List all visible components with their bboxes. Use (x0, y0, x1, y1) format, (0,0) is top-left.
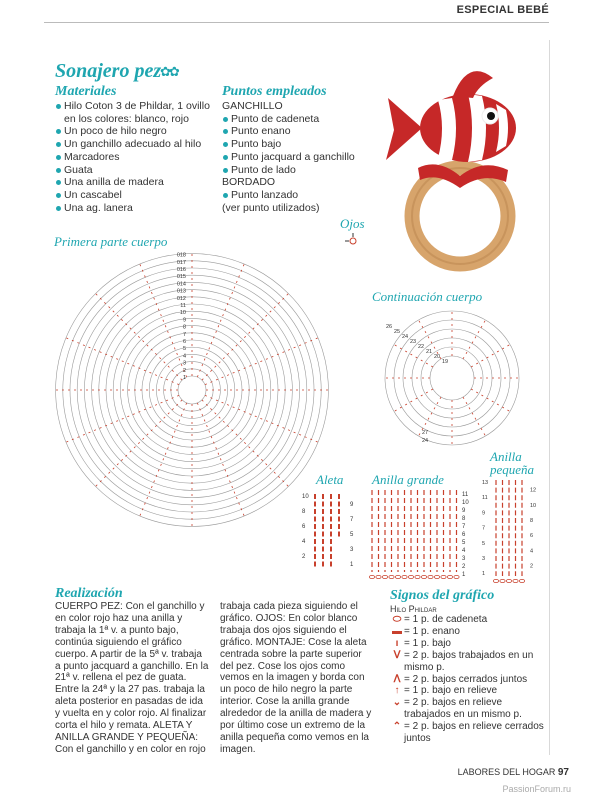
stitch-mark (330, 509, 332, 514)
round-ring (156, 354, 227, 425)
round-number: 10 (179, 310, 186, 317)
stitch-mark (338, 532, 340, 537)
row-number: 11 (482, 495, 488, 502)
row-number: 8 (462, 516, 466, 522)
round-number: 21 (426, 349, 433, 355)
row-number: 7 (350, 517, 354, 523)
stitch-mark (330, 554, 332, 559)
chain-mark (519, 579, 524, 582)
row-number: 2 (462, 564, 466, 570)
round-number: 11 (180, 303, 186, 309)
page-number: 97 (557, 767, 569, 778)
stitch-mark (314, 502, 316, 507)
spoke-line (202, 292, 290, 380)
stitch-mark (338, 494, 340, 499)
row-number: 9 (350, 502, 354, 508)
round-number: 3 (182, 360, 186, 367)
chain-mark (493, 579, 498, 582)
round-number: 23 (410, 339, 417, 345)
row-number: 5 (482, 540, 486, 547)
row-number: 1 (482, 571, 486, 578)
chain-mark (389, 575, 394, 578)
continuacion-label: Continuación cuerpo (372, 289, 483, 304)
row-number: 10 (530, 502, 537, 509)
legend-text: = 2 p. bajos en relieve cerrados juntos (404, 721, 544, 745)
row-number: 4 (302, 539, 306, 545)
stitch-mark (330, 494, 332, 499)
stitch-item: Punto enano (222, 125, 372, 138)
magazine-name: LABORES DEL HOGAR (457, 767, 556, 777)
material-item: Un cascabel (55, 189, 215, 202)
watermark: PassionForum.ru (502, 784, 571, 794)
round-number: 013 (176, 288, 186, 295)
chain-mark (506, 579, 511, 582)
row-number: 3 (350, 547, 354, 553)
stitch-mark (314, 562, 316, 567)
legend-symbol-icon: ↑ (394, 685, 400, 697)
stitch-mark (322, 554, 324, 559)
stitch-mark (322, 547, 324, 552)
round-number: 26 (386, 324, 393, 330)
round-number: 5 (182, 346, 186, 353)
stitch-mark (330, 502, 332, 507)
chain-mark (421, 575, 426, 578)
round-ring (142, 340, 242, 440)
signos-sub: Hilo Phildar (390, 604, 437, 614)
round-ring (63, 261, 321, 519)
round-number: 24 (422, 438, 429, 444)
chain-mark (441, 575, 446, 578)
stitch-mark (314, 494, 316, 499)
row-number: 5 (462, 540, 466, 546)
row-number: 6 (462, 532, 466, 538)
stitch-mark (322, 502, 324, 507)
round-number: 014 (176, 281, 186, 288)
legend-symbol-icon: ı (395, 637, 399, 649)
row-number: 3 (482, 556, 486, 562)
stitches-section (222, 84, 372, 214)
material-item: Un poco de hilo negro (55, 125, 215, 138)
stitches-heading: Puntos empleados (222, 84, 327, 99)
anilla-pequena-chart (482, 478, 544, 586)
stitch-mark (314, 509, 316, 514)
stitch-mark (314, 532, 316, 537)
realizacion-col2: trabaja cada pieza siguiendo el gráfico. OJOS: En color blanco trabaja dos ojos siguiendo el gráfico. MONTAJE: Cose la aleta centrada sobre la parte superior del pez. Cose los ojos como vemos en la imagen y borda con un poco de hilo negro la parte interior. Cose la anilla grande alrededor de la anilla de madera y por último cose un extremo de la anilla pequeña como vemos en la imagen. (220, 601, 372, 755)
stitch-mark (314, 517, 316, 522)
chain-mark (447, 575, 452, 578)
anilla-grande-label: Anilla grande (372, 472, 444, 487)
round-number: 6 (182, 339, 186, 345)
legend-row (390, 638, 545, 650)
chain-mark (369, 575, 374, 578)
primera-chart (50, 248, 335, 533)
chain-mark (434, 575, 439, 578)
row-number: 6 (302, 524, 306, 530)
legend-row (390, 614, 545, 626)
legend-row (390, 721, 545, 745)
chain-mark (454, 575, 459, 578)
spoke-line (202, 400, 290, 488)
fish-rattle-photo (368, 48, 538, 278)
stitch-mark (338, 524, 340, 529)
stitch-mark (314, 539, 316, 544)
legend-symbol-icon: ▬ (392, 625, 402, 637)
stitch-item: Punto de cadeneta (222, 113, 372, 126)
aleta-label: Aleta (316, 472, 344, 487)
round-ring (164, 362, 221, 419)
round-number: 016 (176, 267, 186, 273)
legend-text: = 2 p. bajos en relieve trabajados en un mismo p. (404, 697, 522, 721)
stitch-mark (322, 509, 324, 514)
round-number: 25 (394, 329, 401, 335)
signos-list (390, 614, 545, 745)
row-number: 2 (530, 563, 534, 570)
spoke-line (94, 292, 182, 380)
row-number: 4 (530, 548, 534, 555)
material-item: Guata (55, 164, 215, 177)
chain-mark (428, 575, 433, 578)
realizacion-col1: CUERPO PEZ: Con el ganchillo y en color rojo haz una anilla y trabaja la 1ª v. a punto bajo, continúa siguiendo el gráfico cuerpo. A partir de la 5ª v. trabaja a punto jacquard a ganchillo. En la 21ª v. rellena el pez de guata. Entre la 24ª y la 27 pas. trabaja la aleta posterior en pasadas de ida y vuelta en y color rojo. Al finalizar corta el hilo y remata. ALETA Y ANILLA GRANDE Y PEQUEÑA: Con el ganchillo y en color en rojo (55, 601, 209, 755)
chain-mark (408, 575, 413, 578)
legend-text: = 1 p. bajo (404, 637, 451, 649)
stitch-item: Punto lanzado (222, 189, 372, 202)
chain-mark (376, 575, 381, 578)
row-number: 1 (350, 562, 354, 568)
material-item: Una ag. lanera (55, 202, 215, 215)
row-number: 4 (462, 548, 466, 554)
round-ring (106, 304, 278, 476)
chain-mark (513, 579, 518, 582)
stitch-mark (330, 539, 332, 544)
stitch-mark (330, 517, 332, 522)
stitch-item: Punto de lado (222, 164, 372, 177)
row-number: 13 (482, 480, 489, 486)
row-number: 8 (530, 518, 534, 524)
chain-mark (415, 575, 420, 578)
round-number: 9 (182, 317, 186, 324)
legend-symbol-icon: ⌃ (392, 721, 402, 733)
row-number: 11 (462, 492, 469, 498)
row-number: 12 (530, 487, 537, 494)
stitch-mark (322, 494, 324, 499)
row-number: 3 (462, 556, 466, 562)
stitches-list (222, 100, 372, 214)
round-ring (70, 268, 314, 512)
legend-symbol-icon: ᐱ (393, 673, 401, 685)
round-ring (149, 347, 235, 433)
section-header: ESPECIAL BEBÉ (456, 4, 549, 16)
stitch-item: BORDADO (222, 176, 276, 189)
row-number: 8 (302, 509, 306, 515)
stitch-item: Punto bajo (222, 138, 372, 151)
stitch-mark (322, 517, 324, 522)
round-number: 017 (176, 259, 186, 266)
round-number: 24 (402, 334, 409, 340)
page-footer (458, 767, 569, 778)
page-title: Sonajero pez (55, 60, 162, 82)
legend-text: = 1 p. bajo en relieve (404, 685, 498, 697)
ojos-chart (343, 232, 363, 250)
material-item: Una anilla de madera (55, 176, 215, 189)
legend-row (390, 626, 545, 638)
round-number: 1 (182, 375, 186, 381)
aleta-chart (300, 488, 360, 572)
legend-text: = 1 p. de cadeneta (404, 614, 488, 625)
row-number: 10 (462, 500, 469, 506)
row-number: 5 (350, 532, 354, 538)
stitch-mark (330, 532, 332, 537)
round-number: 19 (442, 359, 449, 365)
row-number: 7 (482, 525, 486, 532)
materials-heading: Materiales (55, 84, 117, 99)
stitch-mark (338, 509, 340, 514)
continuacion-chart (372, 306, 522, 456)
flower-icon: ✿✿ (160, 64, 178, 79)
row-number: 9 (482, 510, 486, 517)
stitch-mark (330, 547, 332, 552)
chain-mark (395, 575, 400, 578)
row-number: 9 (462, 508, 466, 514)
row-number: 6 (530, 533, 534, 540)
chain-mark (402, 575, 407, 578)
round-number: 018 (176, 252, 186, 259)
stitch-mark (322, 524, 324, 529)
legend-row (390, 674, 545, 686)
stitch-item: Punto jacquard a ganchillo (222, 151, 372, 164)
round-number: 20 (434, 354, 441, 360)
chain-mark (382, 575, 387, 578)
stitch-mark (330, 562, 332, 567)
legend-row (390, 650, 545, 674)
primera-label: Primera parte cuerpo (54, 234, 168, 249)
legend-text: = 2 p. bajos cerrados juntos (404, 673, 528, 685)
stitch-mark (322, 532, 324, 537)
anilla-pequena-label: Anilla pequeña (490, 449, 535, 477)
legend-symbol-icon: ⌄ (392, 697, 402, 709)
material-item: Hilo Coton 3 de Phildar, 1 ovillo en los colores: blanco, rojo (55, 100, 215, 125)
round-number: 7 (182, 331, 186, 338)
materials-section (55, 84, 215, 214)
stitch-mark (314, 547, 316, 552)
round-ring (113, 311, 271, 469)
legend-symbol-icon: ᐯ (393, 649, 401, 661)
header-divider (44, 22, 549, 23)
material-item: Marcadores (55, 151, 215, 164)
legend-text: = 1 p. enano (404, 625, 460, 637)
round-number: 012 (176, 295, 186, 302)
stitch-mark (322, 562, 324, 567)
stitch-item: GANCHILLO (222, 100, 283, 112)
row-number: 7 (462, 524, 466, 530)
round-number: 8 (182, 324, 186, 331)
margin-rule (549, 40, 550, 755)
round-number: 4 (182, 353, 186, 360)
legend-symbol-icon: ⬭ (392, 614, 402, 625)
realizacion-heading: Realización (55, 586, 123, 601)
legend-row (390, 697, 545, 721)
legend-row (390, 685, 545, 697)
material-item: Un ganchillo adecuado al hilo (55, 138, 215, 151)
round-number: 22 (418, 344, 425, 350)
stitch-mark (338, 502, 340, 507)
chain-mark (500, 579, 505, 582)
row-number: 2 (302, 554, 306, 560)
row-number: 10 (302, 494, 309, 500)
materials-list (55, 100, 215, 214)
anilla-grande-chart (368, 488, 478, 583)
signos-heading: Signos del gráfico (390, 588, 495, 603)
stitch-mark (330, 524, 332, 529)
stitch-mark (314, 554, 316, 559)
round-number: 2 (182, 367, 186, 374)
row-number: 1 (462, 572, 466, 578)
round-number: 27 (422, 430, 429, 436)
signos-section (390, 588, 545, 745)
legend-text: = 2 p. bajos trabajados en un mismo p. (404, 649, 534, 673)
round-number: 015 (176, 274, 186, 281)
stitch-mark (314, 524, 316, 529)
spoke-line (94, 400, 182, 488)
round-ring (430, 356, 474, 400)
stitch-item: (ver punto utilizados) (222, 201, 320, 214)
stitch-mark (322, 539, 324, 544)
ojos-label: Ojos (340, 216, 365, 231)
stitch-mark (338, 517, 340, 522)
